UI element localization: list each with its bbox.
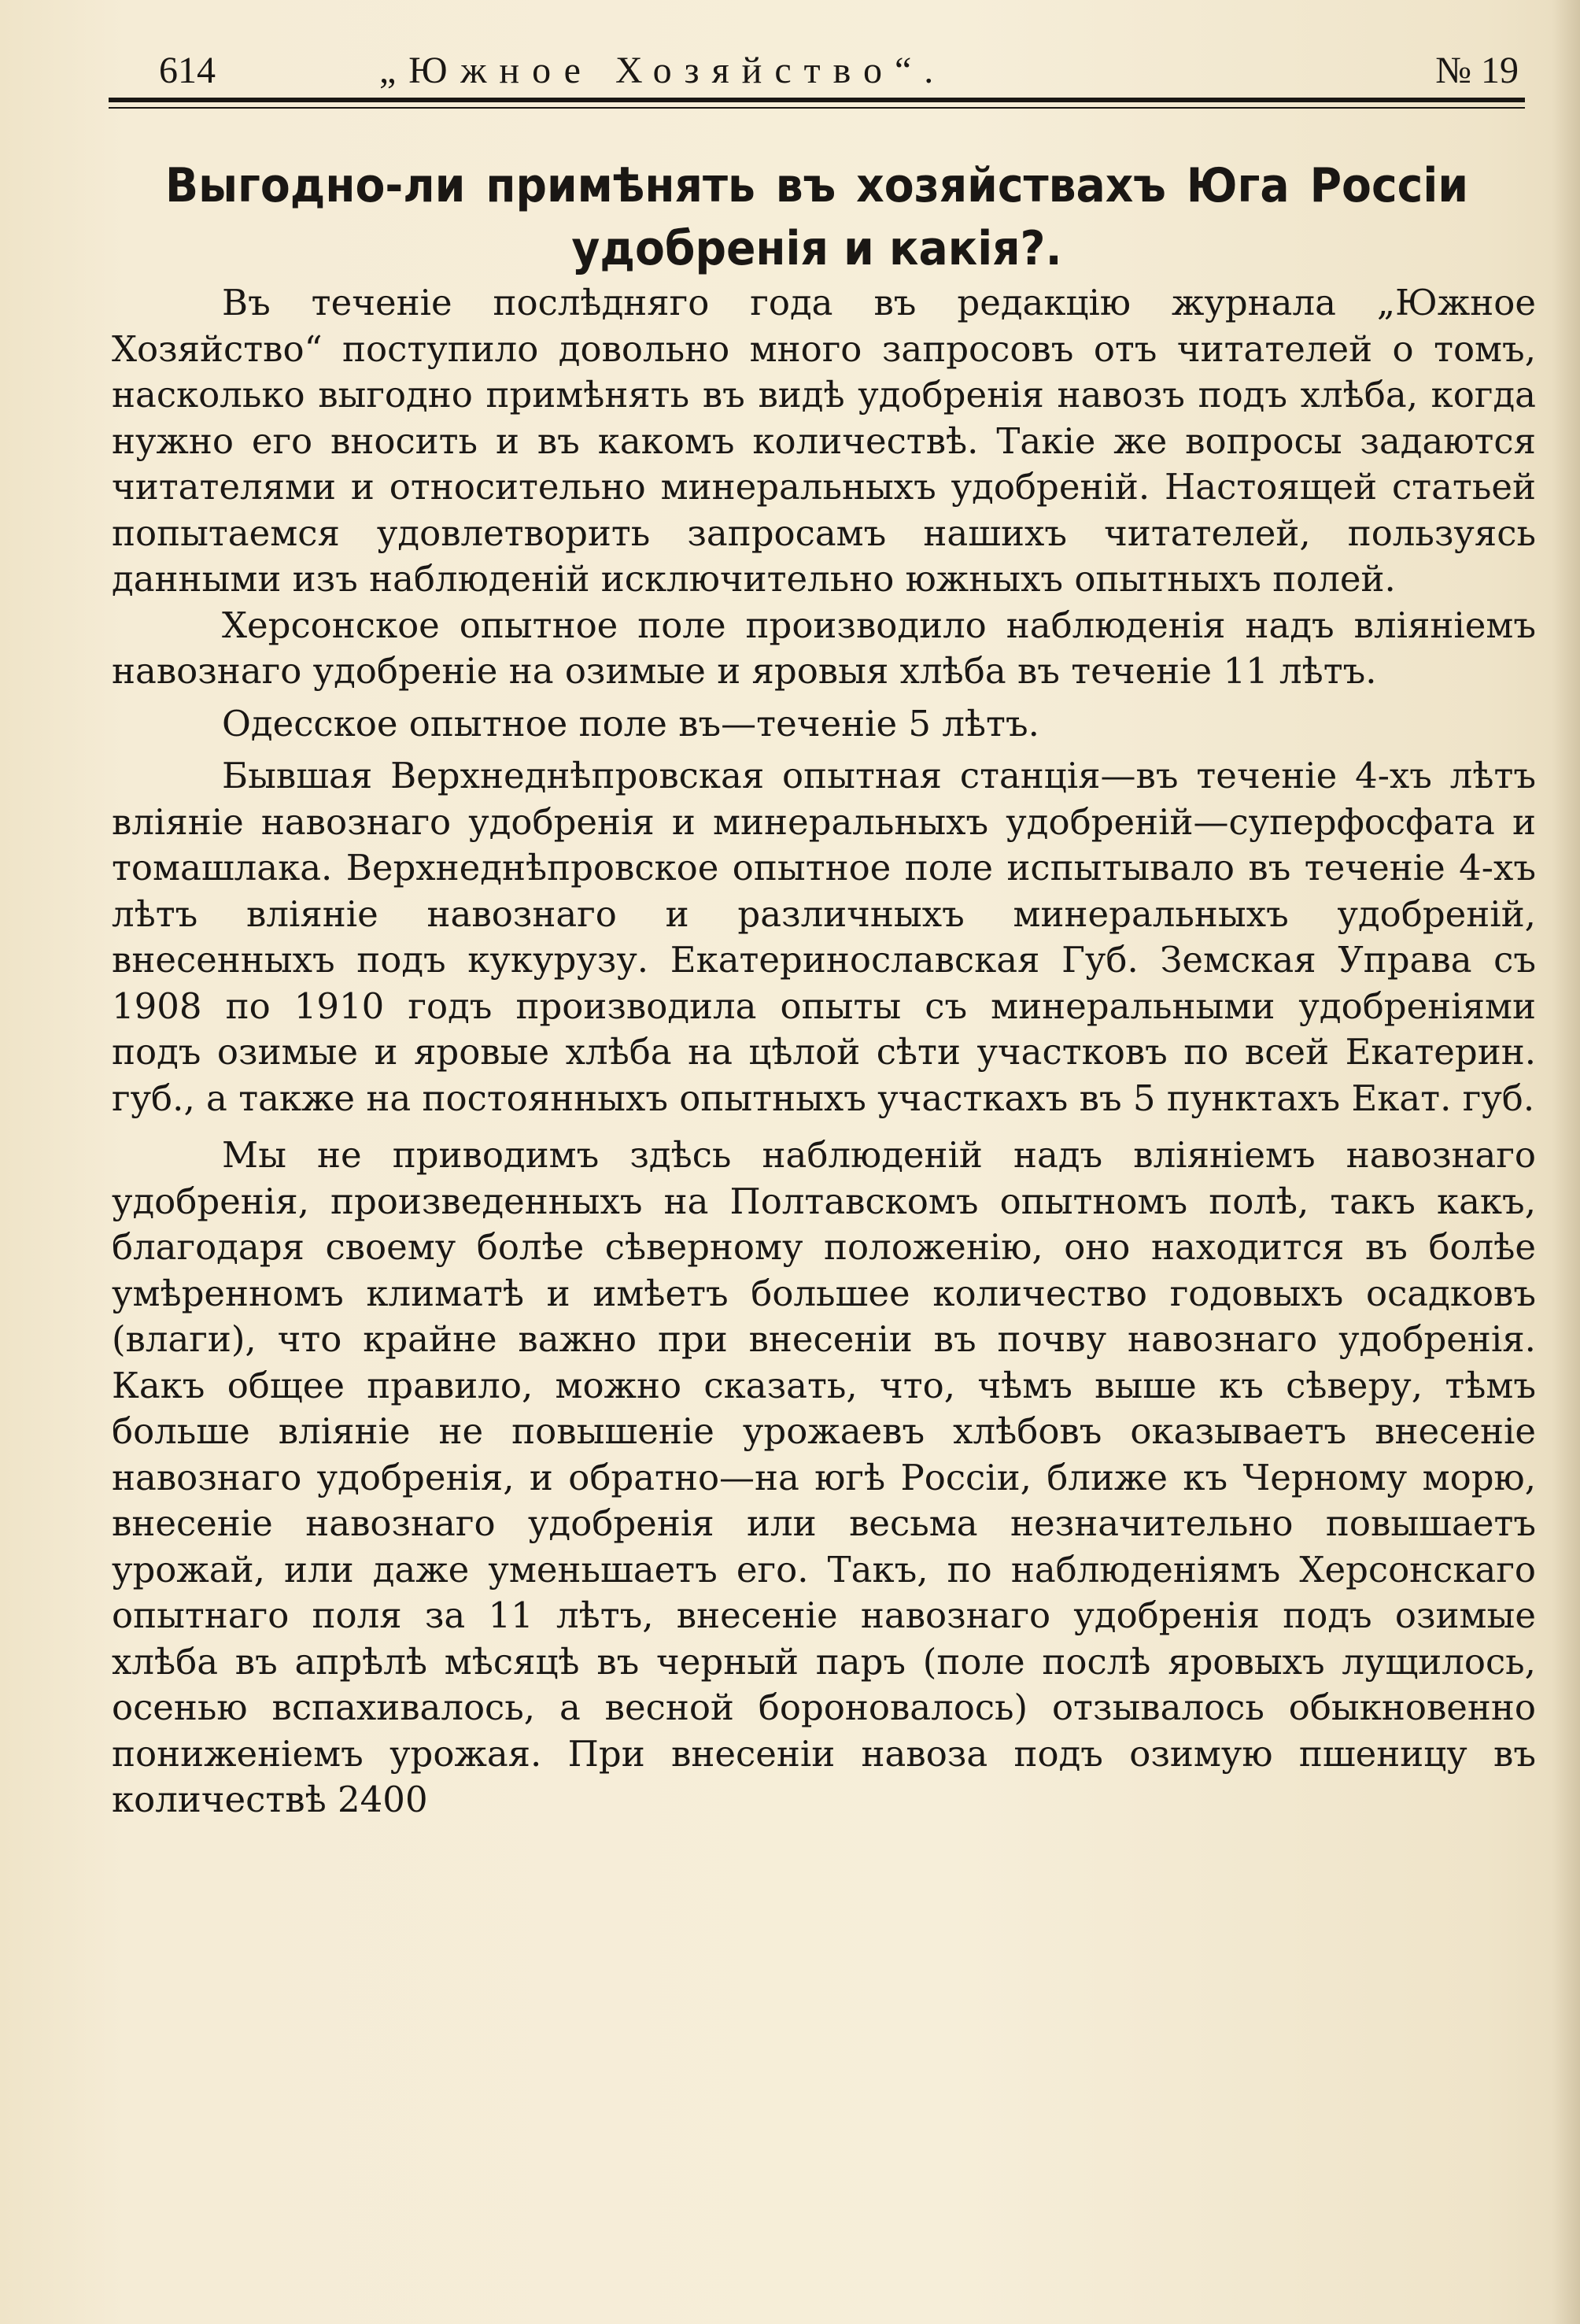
paragraph-3: Одесское опытное поле въ—теченiе 5 лѣтъ. (222, 702, 1039, 744)
article-title (165, 154, 1468, 280)
header-rule-thin (109, 107, 1525, 109)
header-rule-thick (109, 98, 1525, 102)
article-body (112, 280, 1536, 1823)
paragraph-4: Бывшая Верхнеднѣпровская опытная станцiя—въ теченiе 4-хъ лѣтъ влiянiе навознаго удобренiя и минеральныхъ удобренiй—суперфосфата и томашлака. Верхнеднѣпровское опытное поле испытывало въ теченiе 4-хъ лѣтъ влiянiе навознаго и различныхъ минеральныхъ удобренiй, внесенныхъ подъ кукурузу. Екатеринославская Губ. Земская Управа съ 1908 по 1910 годъ производила опыты съ минеральными удобренiями подъ озимые и яровые хлѣба на цѣлой сѣти участковъ по всей Екатерин. губ., а также на постоянныхъ опытныхъ участкахъ въ 5 пунктахъ Екат. губ. (112, 755, 1536, 1119)
issue-number: № 19 (1435, 50, 1519, 91)
article-title-line-2: удобренiя и какiя?. (571, 221, 1062, 276)
running-header (109, 46, 1533, 90)
paragraph-1: Въ теченiе послѣдняго года въ редакцiю журнала „Южное Хозяйство“ поступило довольно много запросовъ отъ читателей о томъ, насколько выгодно примѣнять въ видѣ удобренiя навозъ подъ хлѣба, когда нужно его вносить и въ какомъ количествѣ. Такiе же вопросы задаются читателями и относительно минеральныхъ удобренiй. Настоящей статьей попытаемся удовлетворить запросамъ нашихъ читателей, пользуясь данными изъ наблюденiй исключительно южныхъ опытныхъ полей. (112, 282, 1536, 600)
paragraph-2: Херсонское опытное поле производило наблюденiя надъ влiянiемъ навознаго удобренiе на озимые и яровыя хлѣба въ теченiе 11 лѣтъ. (112, 604, 1536, 692)
paragraph-5: Мы не приводимъ здѣсь наблюденiй надъ влiянiемъ навознаго удобренiя, произведенныхъ на Полтавскомъ опытномъ полѣ, такъ какъ, благодаря своему болѣе сѣверному положенiю, оно находится въ болѣе умѣренномъ климатѣ и имѣетъ большее количество годовыхъ осадковъ (влаги), что крайне важно при внесенiи въ почву навознаго удобренiя. Какъ общее правило, можно сказать, что, чѣмъ выше къ сѣверу, тѣмъ больше влiянiе не повышенiе урожаевъ хлѣбовъ оказываетъ внесенiе навознаго удобренiя, и обратно—на югѣ Россiи, ближе къ Черному морю, внесенiе навознаго удобренiя или весьма незначительно повышаетъ урожай, или даже уменьшаетъ его. Такъ, по наблюденiямъ Херсонскаго опытнаго поля за 11 лѣтъ, внесенiе навознаго удобренiя подъ озимые хлѣба въ апрѣлѣ мѣсяцѣ въ черный паръ (поле послѣ яровыхъ лущилось, осенью вспахивалось, а весной бороновалось) отзывалось обыкновенно пониженiемъ урожая. При внесенiи навоза подъ озимую пшеницу въ количествѣ 2400 (112, 1134, 1536, 1820)
article-title-line-1: Выгодно-ли примѣнять въ хозяйствахъ Юга Россiи (165, 158, 1468, 213)
page-edge-shadow (1552, 0, 1580, 2324)
page-number: 614 (159, 50, 216, 91)
journal-title: „Южное Хозяйство“. (379, 50, 947, 91)
